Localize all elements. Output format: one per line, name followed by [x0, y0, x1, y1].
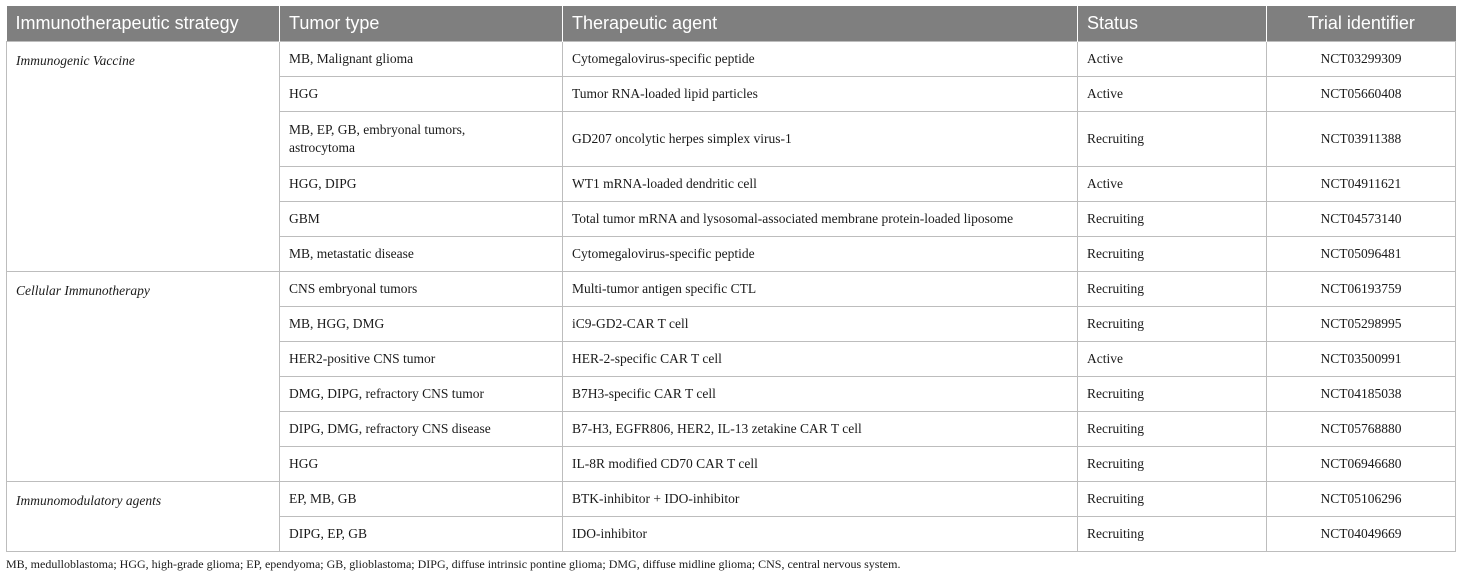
trial-cell: NCT04573140: [1267, 201, 1456, 236]
agent-cell: BTK-inhibitor + IDO-inhibitor: [563, 481, 1078, 516]
status-cell: Active: [1078, 166, 1267, 201]
status-cell: Recruiting: [1078, 446, 1267, 481]
header-row: [7, 6, 1456, 41]
strategy-cell: Immunogenic Vaccine: [7, 41, 280, 271]
tumor-cell: DIPG, EP, GB: [280, 516, 563, 551]
trial-cell: NCT03911388: [1267, 111, 1456, 166]
status-cell: Recruiting: [1078, 306, 1267, 341]
agent-cell: Tumor RNA-loaded lipid particles: [563, 76, 1078, 111]
strategy-cell: Cellular Immunotherapy: [7, 271, 280, 481]
trial-cell: NCT06193759: [1267, 271, 1456, 306]
status-cell: Recruiting: [1078, 111, 1267, 166]
header-trial-identifier: Trial identifier: [1267, 6, 1456, 41]
status-cell: Recruiting: [1078, 236, 1267, 271]
trial-cell: NCT05106296: [1267, 481, 1456, 516]
tumor-cell: HGG, DIPG: [280, 166, 563, 201]
tumor-cell: HGG: [280, 76, 563, 111]
status-cell: Recruiting: [1078, 481, 1267, 516]
table-row: [7, 271, 1456, 306]
header-status: Status: [1078, 6, 1267, 41]
tumor-cell: MB, Malignant glioma: [280, 41, 563, 76]
tumor-cell: DIPG, DMG, refractory CNS disease: [280, 411, 563, 446]
status-cell: Recruiting: [1078, 201, 1267, 236]
header-tumor-type: Tumor type: [280, 6, 563, 41]
status-cell: Recruiting: [1078, 516, 1267, 551]
trial-cell: NCT05768880: [1267, 411, 1456, 446]
tumor-cell: HGG: [280, 446, 563, 481]
agent-cell: Cytomegalovirus-specific peptide: [563, 41, 1078, 76]
agent-cell: GD207 oncolytic herpes simplex virus-1: [563, 111, 1078, 166]
tumor-cell: MB, EP, GB, embryonal tumors, astrocytoma: [280, 111, 563, 166]
status-cell: Recruiting: [1078, 376, 1267, 411]
trials-table-container: [6, 6, 1454, 552]
trial-cell: NCT03299309: [1267, 41, 1456, 76]
status-cell: Recruiting: [1078, 271, 1267, 306]
trial-cell: NCT05096481: [1267, 236, 1456, 271]
tumor-cell: MB, HGG, DMG: [280, 306, 563, 341]
tumor-cell: GBM: [280, 201, 563, 236]
agent-cell: Cytomegalovirus-specific peptide: [563, 236, 1078, 271]
trials-table: [6, 6, 1456, 552]
trial-cell: NCT04185038: [1267, 376, 1456, 411]
strategy-cell: Immunomodulatory agents: [7, 481, 280, 551]
tumor-cell: DMG, DIPG, refractory CNS tumor: [280, 376, 563, 411]
table-footnote: MB, medulloblastoma; HGG, high-grade glioma; EP, ependyoma; GB, glioblastoma; DIPG, diffuse intrinsic pontine glioma; DMG, diffuse midline glioma; CNS, central nervous system.: [6, 557, 901, 571]
agent-cell: B7H3-specific CAR T cell: [563, 376, 1078, 411]
table-row: [7, 41, 1456, 76]
agent-cell: IDO-inhibitor: [563, 516, 1078, 551]
status-cell: Recruiting: [1078, 411, 1267, 446]
header-therapeutic-agent: Therapeutic agent: [563, 6, 1078, 41]
status-cell: Active: [1078, 341, 1267, 376]
status-cell: Active: [1078, 41, 1267, 76]
trial-cell: NCT05660408: [1267, 76, 1456, 111]
agent-cell: iC9-GD2-CAR T cell: [563, 306, 1078, 341]
trial-cell: NCT05298995: [1267, 306, 1456, 341]
trial-cell: NCT04911621: [1267, 166, 1456, 201]
header-strategy: Immunotherapeutic strategy: [7, 6, 280, 41]
status-cell: Active: [1078, 76, 1267, 111]
tumor-cell: CNS embryonal tumors: [280, 271, 563, 306]
tumor-cell: HER2-positive CNS tumor: [280, 341, 563, 376]
table-row: [7, 481, 1456, 516]
trial-cell: NCT03500991: [1267, 341, 1456, 376]
agent-cell: B7-H3, EGFR806, HER2, IL-13 zetakine CAR T cell: [563, 411, 1078, 446]
agent-cell: HER-2-specific CAR T cell: [563, 341, 1078, 376]
trial-cell: NCT04049669: [1267, 516, 1456, 551]
agent-cell: Multi-tumor antigen specific CTL: [563, 271, 1078, 306]
agent-cell: IL-8R modified CD70 CAR T cell: [563, 446, 1078, 481]
agent-cell: WT1 mRNA-loaded dendritic cell: [563, 166, 1078, 201]
trial-cell: NCT06946680: [1267, 446, 1456, 481]
tumor-cell: MB, metastatic disease: [280, 236, 563, 271]
agent-cell: Total tumor mRNA and lysosomal-associated membrane protein-loaded liposome: [563, 201, 1078, 236]
tumor-cell: EP, MB, GB: [280, 481, 563, 516]
